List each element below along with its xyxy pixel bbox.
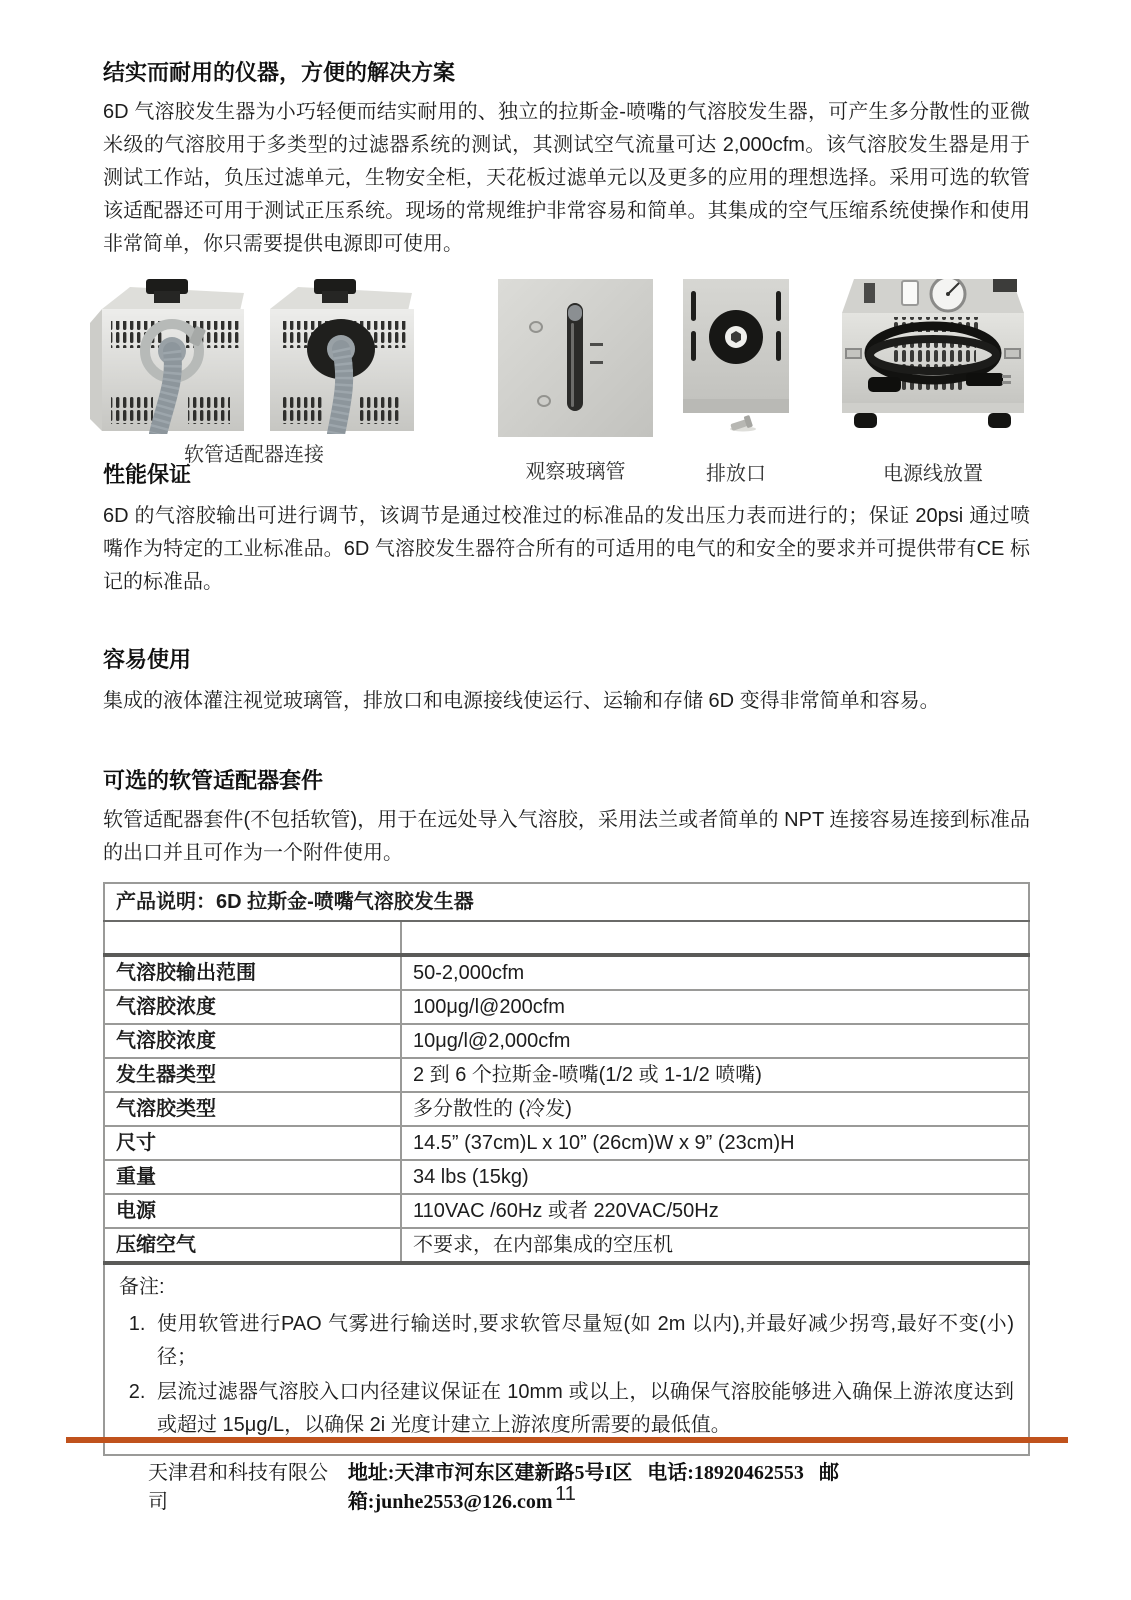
spec-label: 重量 — [104, 1160, 401, 1194]
spec-value: 100μg/l@200cfm — [401, 990, 1029, 1024]
photo-hose-adapter-grommet — [262, 279, 420, 434]
spec-row-compressed-air — [104, 1228, 1029, 1263]
figure-hose-adapter — [88, 279, 420, 467]
notes-label: 备注: — [119, 1276, 165, 1298]
footer-company: 天津君和科技有限公司 — [148, 1462, 328, 1513]
product-photos-row — [88, 279, 1030, 486]
spec-row-concentration-2 — [104, 1024, 1029, 1058]
spec-value: 10μg/l@2,000cfm — [401, 1024, 1029, 1058]
photo-hose-adapter-clamp — [88, 279, 256, 434]
spec-value: 多分散性的 (冷发) — [401, 1092, 1029, 1126]
section-title-easy-use: 容易使用 — [103, 647, 192, 672]
spec-row-dimensions — [104, 1126, 1029, 1160]
spec-label: 发生器类型 — [104, 1058, 401, 1092]
caption-hose-adapter: 软管适配器连接 — [184, 444, 324, 466]
spec-row-aerosol-type — [104, 1092, 1029, 1126]
photo-power-cord — [838, 279, 1028, 439]
spec-table — [103, 882, 1030, 1456]
caption-drain-port: 排放口 — [706, 463, 766, 485]
spec-label: 尺寸 — [104, 1126, 401, 1160]
figure-sight-glass — [498, 279, 653, 484]
note-item: 2. 层流过滤器气溶胶入口内径建议保证在 10mm 或以上，以确保气溶胶能够进入确保上游浓度达到或超过 15μg/L，以确保 2i 光度计建立上游浓度所需要的最低值。 — [151, 1376, 1014, 1442]
footer-phone: 电话:18920462553 — [647, 1462, 804, 1484]
page-number: 11 — [555, 1483, 576, 1505]
photo-sight-glass — [498, 279, 653, 437]
figure-drain-port — [683, 279, 789, 486]
section-body-hose-kit: 软管适配器套件(不包括软管)，用于在远处导入气溶胶，采用法兰或者简单的 NPT 连接容易连接到标准品的出口并且可作为一个附件使用。 — [103, 809, 1030, 864]
section-body-durable: 6D 气溶胶发生器为小巧轻便而结实耐用的、独立的拉斯金-喷嘴的气溶胶发生器，可产生多分散性的亚微米级的气溶胶用于多类型的过滤器系统的测试，其测试空气流量可达 2,000cfm。该气溶胶发生器是用于测试工作站，负压过滤单元，生物安全柜，天花板过滤单元以及更多的应用的理想选择。采用可选的软管该适配器还可用于测试正压系统。现场的常规维护非常容易和简单。其集成的空气压缩系统使操作和使用非常简单，你只需要提供电源即可使用。 — [103, 101, 1030, 255]
spec-row-generator-type — [104, 1058, 1029, 1092]
spec-row-weight — [104, 1160, 1029, 1194]
footer-address: 地址:天津市河东区建新路5号I区 — [347, 1462, 633, 1484]
footer-accent-rule — [66, 1437, 1068, 1443]
caption-sight-glass: 观察玻璃管 — [525, 461, 626, 483]
section-title-durable: 结实而耐用的仪器，方便的解决方案 — [103, 60, 456, 85]
spec-table-empty-row — [104, 921, 1029, 955]
spec-notes-row — [104, 1263, 1029, 1455]
spec-row-output-range — [104, 955, 1029, 990]
note-item: 1. 使用软管进行PAO 气雾进行输送时,要求软管尽量短(如 2m 以内),并最好减少拐弯,最好不变(小)径； — [151, 1308, 1014, 1374]
section-body-performance: 6D 的气溶胶输出可进行调节，该调节是通过校准过的标准品的发出压力表而进行的；保证 20psi 通过喷嘴作为特定的工业标准品。6D 气溶胶发生器符合所有的可适用的电气的和安全的要求并可提供带有CE 标记的标准品。 — [103, 505, 1030, 593]
spec-row-concentration-1 — [104, 990, 1029, 1024]
section-title-performance: 性能保证 — [103, 462, 192, 487]
spec-table-title: 产品说明：6D 拉斯金-喷嘴气溶胶发生器 — [104, 883, 1029, 921]
section-body-easy-use: 集成的液体灌注视觉玻璃管，排放口和电源接线使运行、运输和存储 6D 变得非常简单和容易。 — [103, 690, 940, 712]
figure-power-cord — [838, 279, 1028, 486]
spec-label: 气溶胶浓度 — [104, 1024, 401, 1058]
section-title-hose-kit: 可选的软管适配器套件 — [103, 768, 324, 793]
photo-drain-port — [683, 279, 789, 439]
spec-label: 电源 — [104, 1194, 401, 1228]
spec-table-header-row — [104, 883, 1029, 921]
caption-power-cord: 电源线放置 — [883, 463, 983, 485]
footer-email: 邮箱:junhe2553@126.com — [347, 1462, 839, 1513]
spec-label: 气溶胶浓度 — [104, 990, 401, 1024]
spec-label: 气溶胶输出范围 — [104, 955, 401, 990]
spec-value: 34 lbs (15kg) — [401, 1160, 1029, 1194]
spec-value: 50-2,000cfm — [401, 955, 1029, 990]
spec-row-power — [104, 1194, 1029, 1228]
spec-value: 不要求，在内部集成的空压机 — [401, 1228, 1029, 1263]
spec-value: 14.5” (37cm)L x 10” (26cm)W x 9” (23cm)H — [401, 1126, 1029, 1160]
spec-label: 气溶胶类型 — [104, 1092, 401, 1126]
spec-value: 110VAC /60Hz 或者 220VAC/50Hz — [401, 1194, 1029, 1228]
notes-list — [127, 1308, 1014, 1442]
spec-label: 压缩空气 — [104, 1228, 401, 1263]
spec-value: 2 到 6 个拉斯金-喷嘴(1/2 或 1-1/2 喷嘴) — [401, 1058, 1029, 1092]
